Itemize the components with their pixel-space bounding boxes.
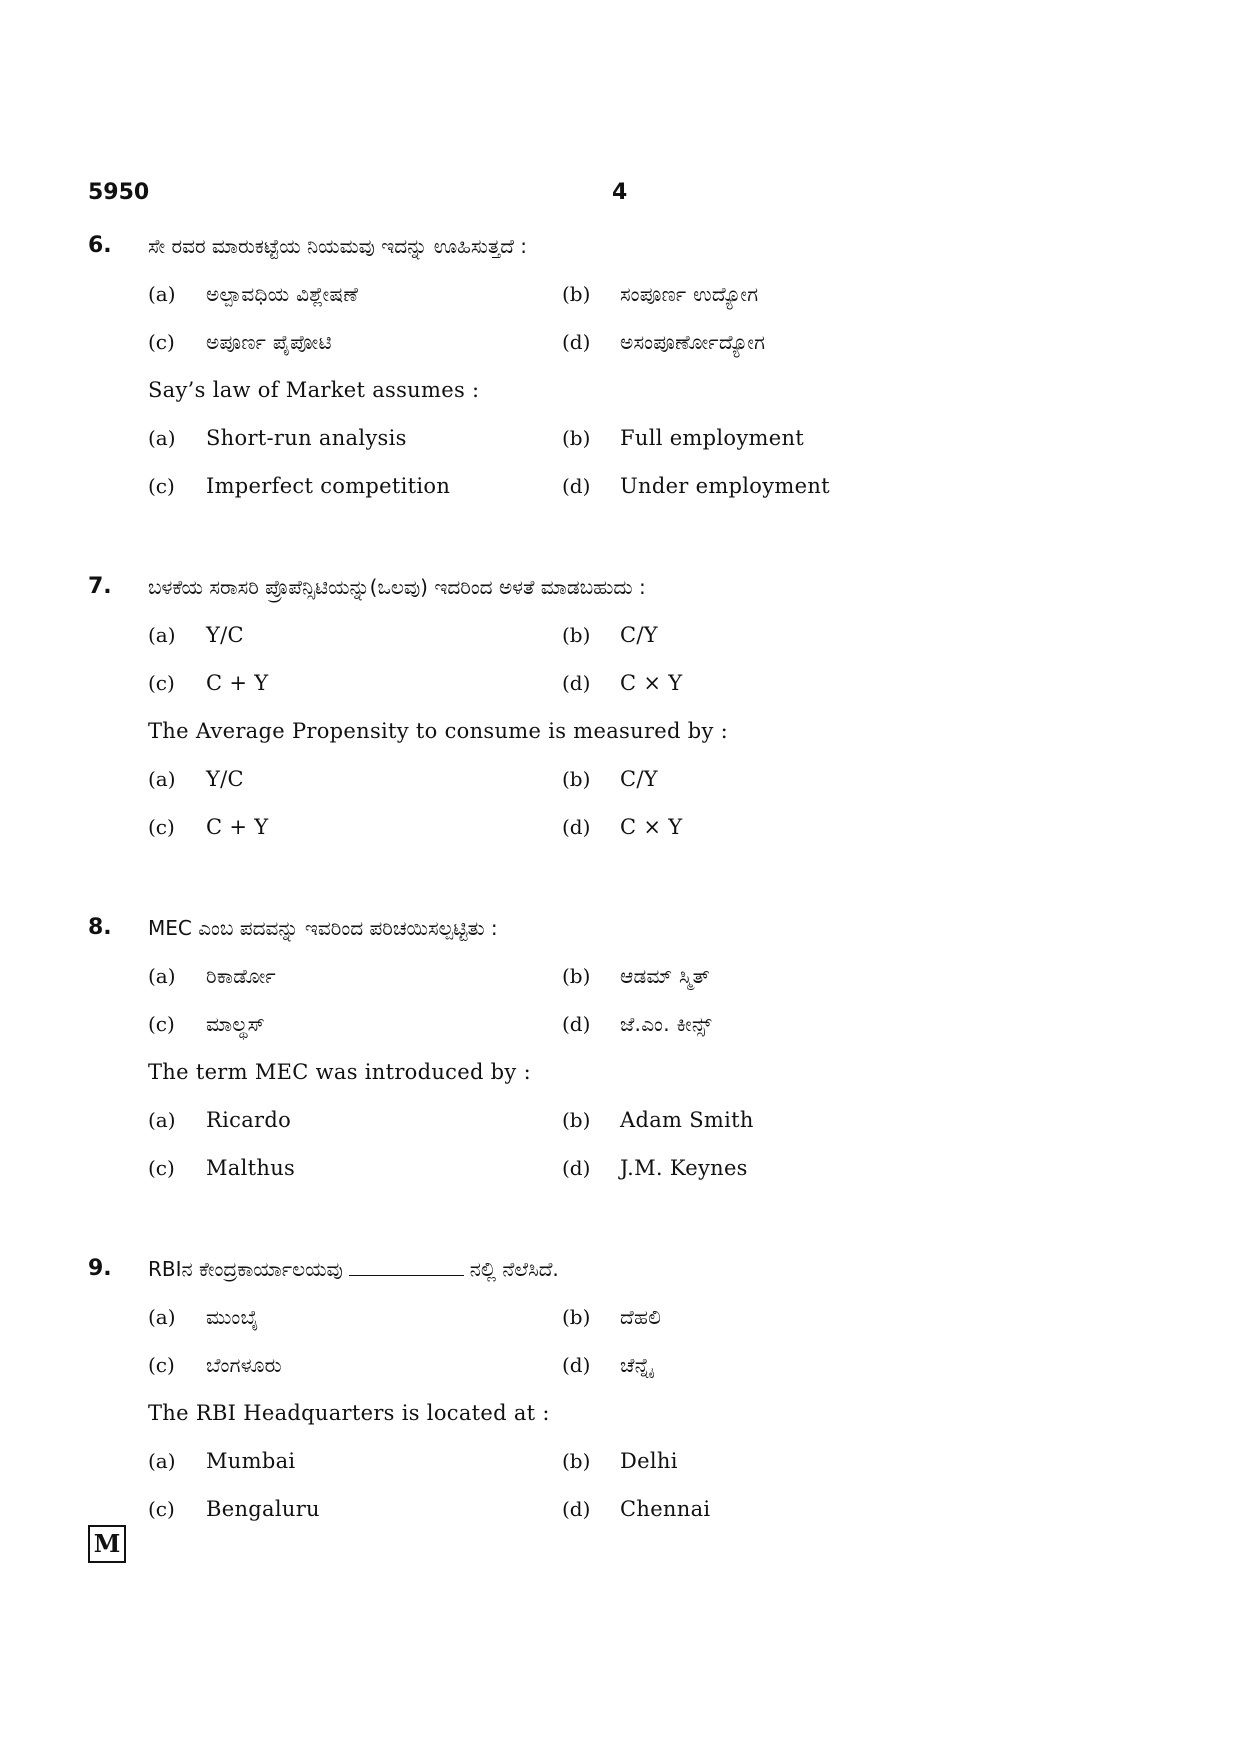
option-b — [562, 611, 658, 659]
option-b — [562, 414, 804, 462]
option-label: (c) — [148, 1497, 175, 1521]
option-text: Short-run analysis — [206, 426, 407, 450]
page-number: 4 — [612, 180, 628, 205]
option-text: ಮುಂಬೈ — [206, 1305, 259, 1329]
option-a — [148, 1096, 291, 1144]
option-text: ಚೆನ್ನೈ — [620, 1353, 654, 1377]
option-row — [88, 318, 1148, 366]
paper-code: 5950 — [88, 180, 150, 205]
option-text: C/Y — [620, 767, 658, 791]
option-row — [88, 803, 1148, 851]
option-d — [562, 1341, 653, 1389]
option-c — [148, 1485, 320, 1533]
option-text: ರಿಕಾರ್ಡೋ — [206, 964, 276, 988]
option-b — [562, 270, 758, 318]
option-row — [88, 1144, 1148, 1192]
option-text: ಅಸಂಪೂರ್ಣೋದ್ಯೋಗ — [620, 330, 766, 354]
option-label: (b) — [562, 1108, 591, 1132]
option-b — [562, 952, 710, 1000]
option-label: (d) — [562, 1156, 591, 1180]
question-text-english: Say’s law of Market assumes : — [148, 378, 480, 402]
option-d — [562, 1144, 748, 1192]
option-c — [148, 462, 450, 510]
question-kannada-line — [88, 1245, 1148, 1293]
option-row — [88, 611, 1148, 659]
option-text: Imperfect competition — [206, 474, 451, 498]
option-d — [562, 803, 682, 851]
option-c — [148, 318, 332, 366]
option-text: Under employment — [620, 474, 830, 498]
option-label: (c) — [148, 1012, 175, 1036]
option-row — [88, 755, 1148, 803]
option-a — [148, 1293, 259, 1341]
option-c — [148, 659, 268, 707]
option-c — [148, 1000, 265, 1048]
option-row — [88, 414, 1148, 462]
option-label: (d) — [562, 330, 591, 354]
option-a — [148, 1437, 295, 1485]
option-a — [148, 755, 244, 803]
question-kannada-line — [88, 904, 1148, 952]
option-label: (b) — [562, 426, 591, 450]
option-d — [562, 318, 765, 366]
question-text-kannada: MEC ಎಂಬ ಪದವನ್ನು ಇವರಿಂದ ಪರಿಚಯಿಸಲ್ಪಟ್ಟಿತು : — [148, 916, 498, 940]
question-text-english: The term MEC was introduced by : — [148, 1060, 531, 1084]
option-b — [562, 1096, 754, 1144]
option-row — [88, 1000, 1148, 1048]
version-mark: M — [88, 1525, 126, 1563]
option-row — [88, 659, 1148, 707]
option-a — [148, 611, 244, 659]
option-row — [88, 1096, 1148, 1144]
option-label: (d) — [562, 815, 591, 839]
option-label: (a) — [148, 767, 176, 791]
option-label: (a) — [148, 282, 176, 306]
question-text-kannada: ಸೇ ರವರ ಮಾರುಕಟ್ಟೆಯ ನಿಯಮವು ಇದನ್ನು ಊಹಿಸುತ್ತದೆ : — [148, 234, 528, 258]
option-row — [88, 462, 1148, 510]
option-label: (b) — [562, 1449, 591, 1473]
question-number: 6. — [88, 233, 112, 258]
option-c — [148, 1144, 295, 1192]
option-row — [88, 1293, 1148, 1341]
option-label: (d) — [562, 1497, 591, 1521]
question-number: 9. — [88, 1256, 112, 1281]
option-label: (b) — [562, 767, 591, 791]
option-text: ಆಡಮ್ ಸ್ಮಿತ್ — [620, 964, 711, 988]
question-english-line — [88, 1048, 1148, 1096]
option-row — [88, 1341, 1148, 1389]
option-row — [88, 270, 1148, 318]
option-label: (d) — [562, 474, 591, 498]
option-text: C/Y — [620, 623, 658, 647]
question-english-line — [88, 1389, 1148, 1437]
option-label: (b) — [562, 282, 591, 306]
option-label: (d) — [562, 1012, 591, 1036]
option-text: C + Y — [206, 815, 269, 839]
question-7 — [88, 563, 1148, 851]
option-text: ಮಾಲ್ಥಸ್ — [206, 1012, 266, 1036]
option-text: Delhi — [620, 1449, 678, 1473]
option-c — [148, 1341, 282, 1389]
question-text-english: The Average Propensity to consume is measured by : — [148, 719, 728, 743]
question-8 — [88, 904, 1148, 1192]
answer-blank — [349, 1255, 464, 1276]
option-row — [88, 952, 1148, 1000]
option-text: Ricardo — [206, 1108, 292, 1132]
option-label: (a) — [148, 1108, 176, 1132]
option-label: (c) — [148, 474, 175, 498]
question-text-after-blank: ನಲ್ಲಿ ನೆಲೆಸಿದೆ. — [469, 1257, 559, 1281]
question-9 — [88, 1245, 1148, 1533]
option-label: (a) — [148, 623, 176, 647]
question-6 — [88, 222, 1148, 510]
question-number: 8. — [88, 915, 112, 940]
option-b — [562, 1293, 661, 1341]
option-label: (b) — [562, 1305, 591, 1329]
option-text: ಜೆ.ಎಂ. ಕೀನ್ಸ್ — [620, 1012, 712, 1036]
option-text: ಬೆಂಗಳೂರು — [206, 1353, 282, 1377]
question-english-line — [88, 366, 1148, 414]
option-text: ಸಂಪೂರ್ಣ ಉದ್ಯೋಗ — [620, 282, 759, 306]
option-text: ಅಪೂರ್ಣ ಪೈಪೋಟಿ — [206, 330, 332, 354]
question-kannada-line — [88, 563, 1148, 611]
option-label: (d) — [562, 1353, 591, 1377]
question-text-kannada: ಬಳಕೆಯ ಸರಾಸರಿ ಪ್ರೊಪೆನ್ಸಿಟಿಯನ್ನು(ಒಲವು) ಇದರಿಂದ ಅಳತೆ ಮಾಡಬಹುದು : — [148, 575, 646, 599]
option-a — [148, 414, 407, 462]
option-label: (c) — [148, 330, 175, 354]
option-label: (c) — [148, 671, 175, 695]
option-text: Malthus — [206, 1156, 296, 1180]
question-english-line — [88, 707, 1148, 755]
option-label: (a) — [148, 426, 176, 450]
option-d — [562, 1485, 710, 1533]
option-label: (a) — [148, 1305, 176, 1329]
option-label: (c) — [148, 815, 175, 839]
question-text-kannada — [148, 1245, 559, 1293]
option-d — [562, 1000, 712, 1048]
option-d — [562, 659, 682, 707]
option-text: Y/C — [206, 767, 244, 791]
option-label: (b) — [562, 623, 591, 647]
option-text: C × Y — [620, 815, 683, 839]
option-label: (b) — [562, 964, 591, 988]
question-number: 7. — [88, 574, 112, 599]
option-c — [148, 803, 268, 851]
option-b — [562, 1437, 678, 1485]
option-d — [562, 462, 830, 510]
option-a — [148, 270, 358, 318]
option-text: Adam Smith — [620, 1108, 754, 1132]
option-label: (c) — [148, 1353, 175, 1377]
question-text-english: The RBI Headquarters is located at : — [148, 1401, 550, 1425]
option-label: (d) — [562, 671, 591, 695]
option-text: Chennai — [620, 1497, 711, 1521]
option-text: Full employment — [620, 426, 805, 450]
option-label: (a) — [148, 1449, 176, 1473]
option-row — [88, 1437, 1148, 1485]
option-text: Y/C — [206, 623, 244, 647]
option-text: Bengaluru — [206, 1497, 320, 1521]
option-text: ದೆಹಲಿ — [620, 1305, 662, 1329]
page-header — [88, 180, 1148, 216]
option-text: ಅಲ್ಪಾವಧಿಯ ವಿಶ್ಲೇಷಣೆ — [206, 282, 359, 306]
option-text: C × Y — [620, 671, 683, 695]
option-text: Mumbai — [206, 1449, 296, 1473]
option-text: J.M. Keynes — [620, 1156, 748, 1180]
option-text: C + Y — [206, 671, 269, 695]
option-label: (a) — [148, 964, 176, 988]
option-label: (c) — [148, 1156, 175, 1180]
question-kannada-line — [88, 222, 1148, 270]
option-b — [562, 755, 658, 803]
question-text-before-blank: RBIನ ಕೇಂದ್ರಕಾರ್ಯಾಲಯವು — [148, 1257, 343, 1281]
option-row — [88, 1485, 1148, 1533]
option-a — [148, 952, 276, 1000]
